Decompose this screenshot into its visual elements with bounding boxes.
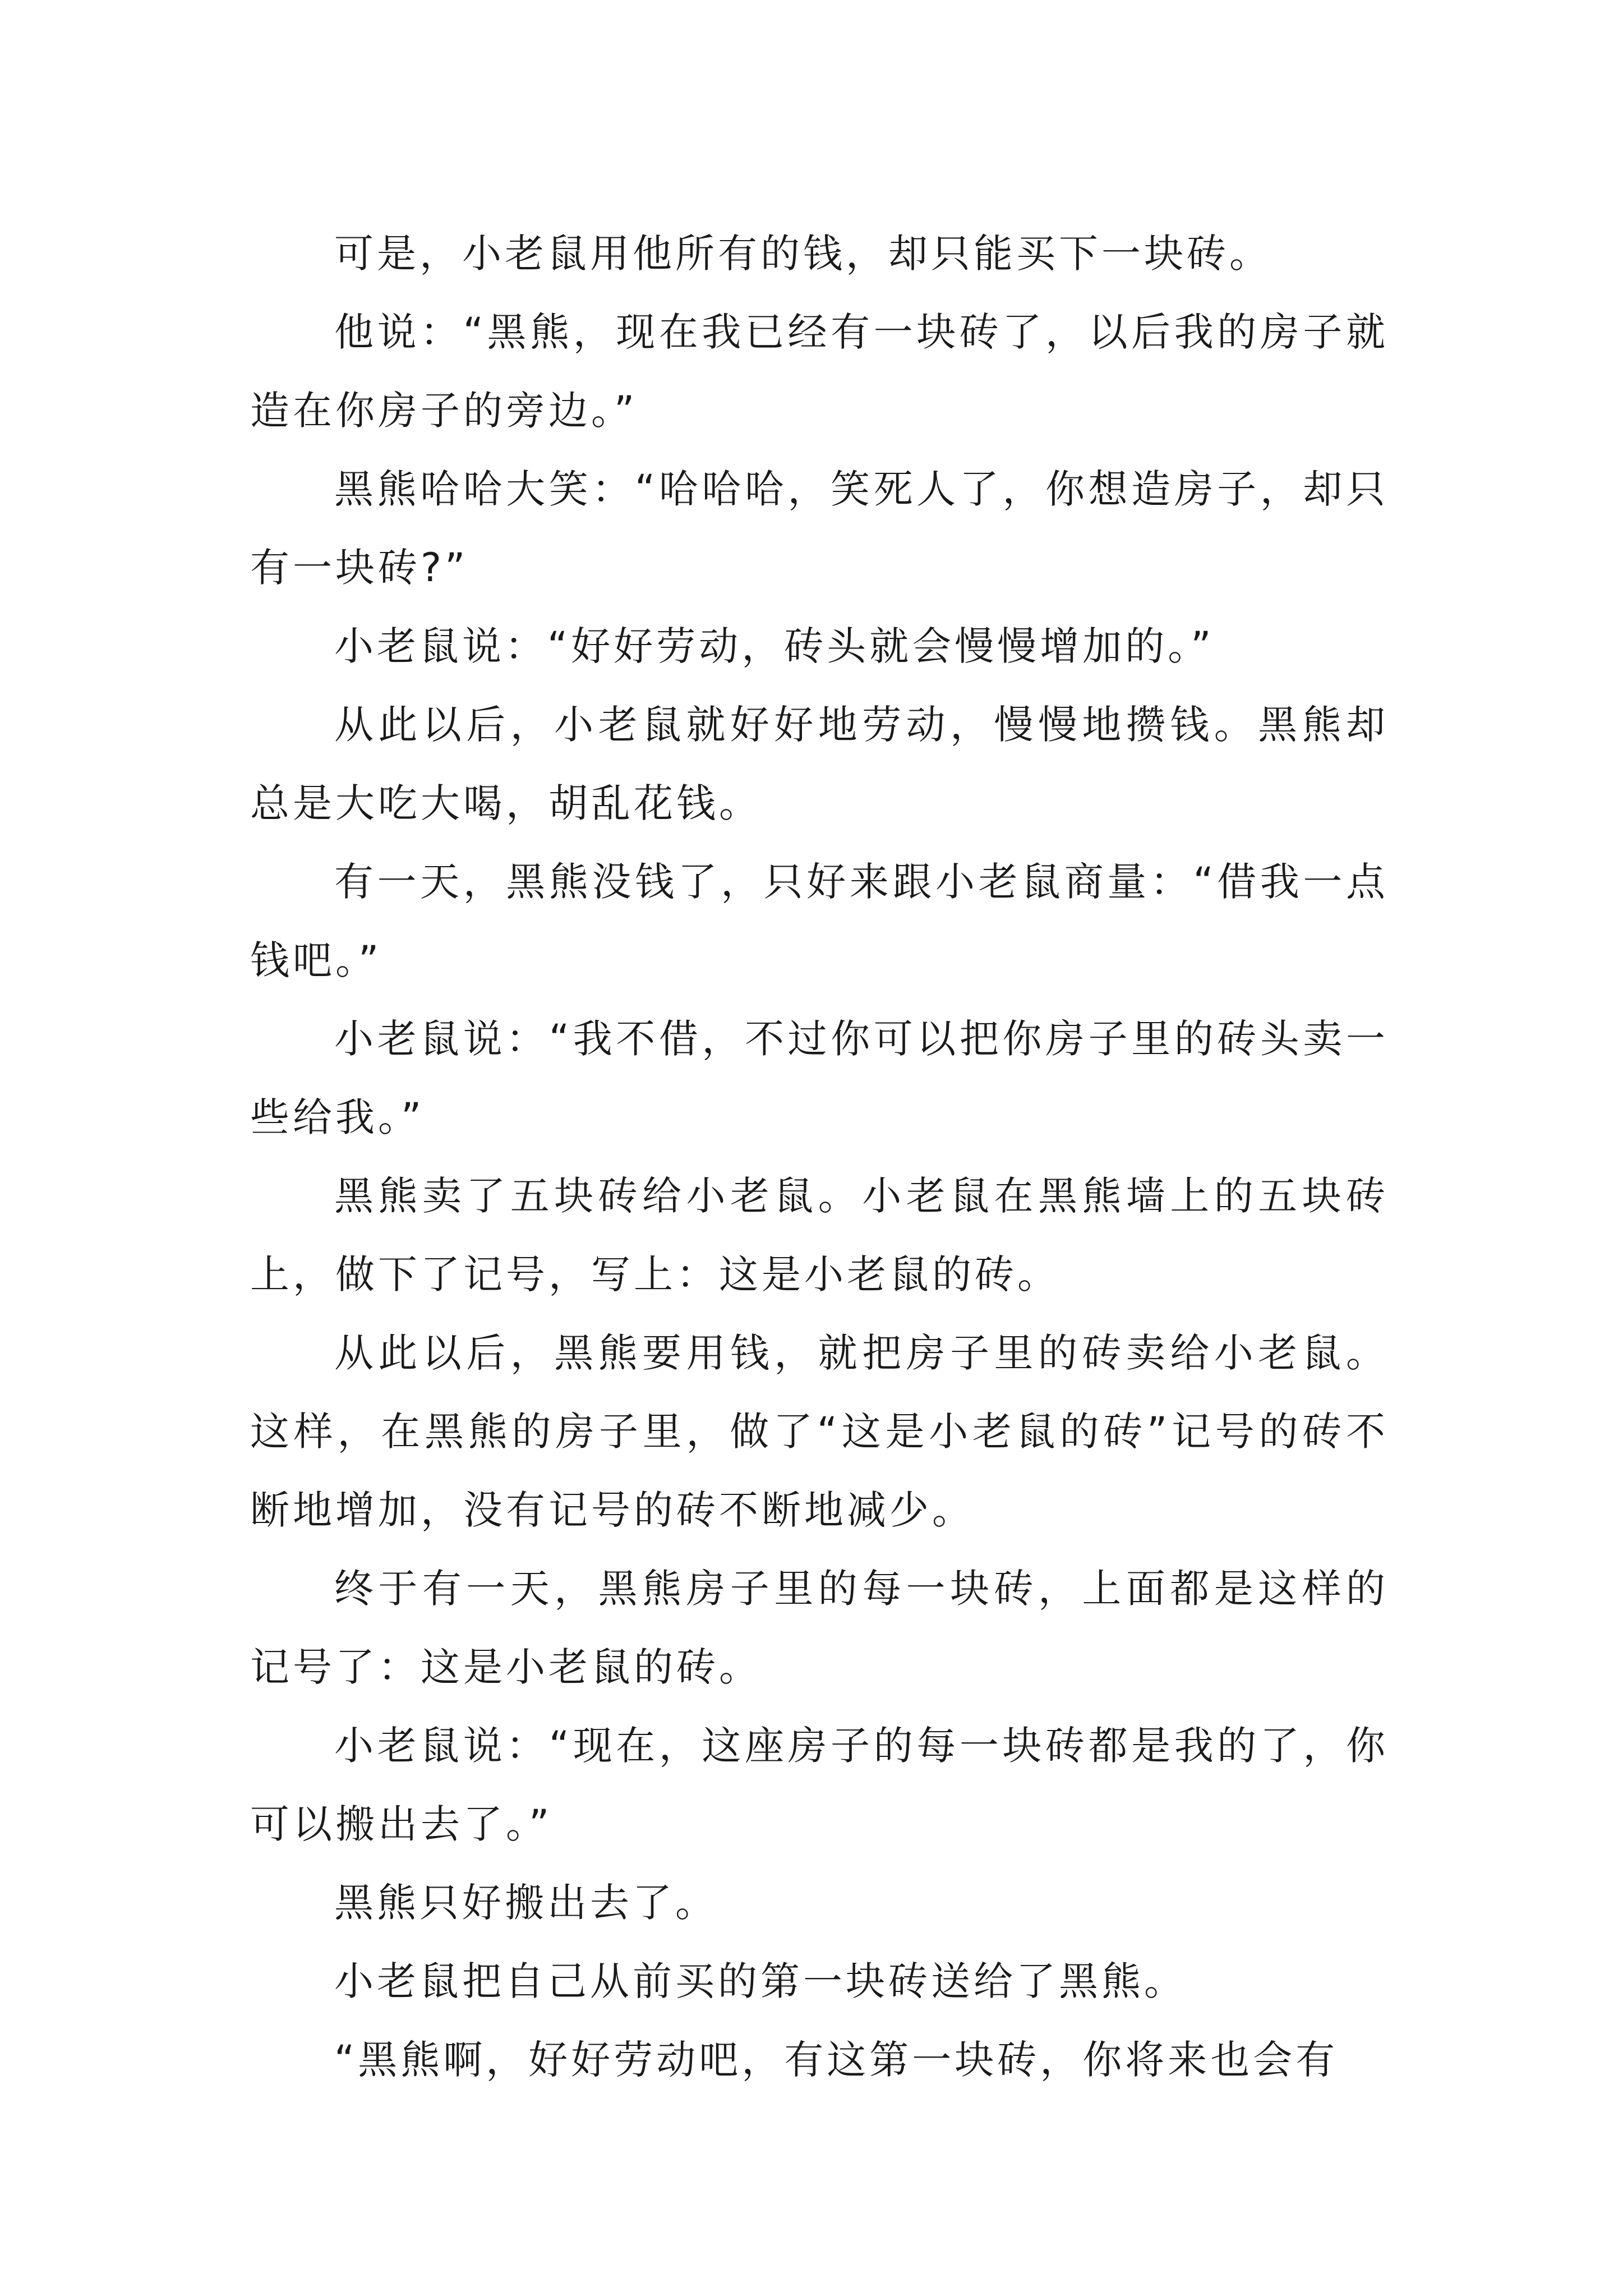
paragraph-6: 有一天，黑熊没钱了，只好来跟小老鼠商量：“借我一点钱吧。” [250, 859, 1389, 983]
paragraph-3: 黑熊哈哈大笑：“哈哈哈，笑死人了，你想造房子，却只有一块砖?” [250, 466, 1389, 591]
paragraph-11: 小老鼠说：“现在，这座房子的每一块砖都是我的了，你可以搬出去了。” [250, 1723, 1389, 1847]
paragraph-1: 可是，小老鼠用他所有的钱，却只能买下一块砖。 [334, 231, 1272, 277]
story-text [250, 214, 1389, 2099]
paragraph-4: 小老鼠说：“好好劳动，砖头就会慢慢增加的。” [334, 623, 1215, 669]
paragraph-2: 他说：“黑熊，现在我已经有一块砖了，以后我的房子就造在你房子的旁边。” [250, 309, 1389, 434]
paragraph-10: 终于有一天，黑熊房子里的每一块砖，上面都是这样的记号了：这是小老鼠的砖。 [250, 1566, 1389, 1690]
paragraph-8: 黑熊卖了五块砖给小老鼠。小老鼠在黑熊墙上的五块砖上，做下了记号，写上：这是小老鼠的砖。 [250, 1173, 1389, 1297]
paragraph-12: 黑熊只好搬出去了。 [334, 1880, 718, 1926]
paragraph-13: 小老鼠把自己从前买的第一块砖送给了黑熊。 [334, 1958, 1187, 2004]
paragraph-9: 从此以后，黑熊要用钱，就把房子里的砖卖给小老鼠。这样，在黑熊的房子里，做了“这是小老鼠的砖”记号的砖不断地增加，没有记号的砖不断地减少。 [250, 1330, 1389, 1533]
paragraph-14: “黑熊啊，好好劳动吧，有这第一块砖，你将来也会有 [334, 2037, 1339, 2083]
paragraph-5: 从此以后，小老鼠就好好地劳动，慢慢地攒钱。黑熊却总是大吃大喝，胡乱花钱。 [250, 702, 1389, 826]
paragraph-7: 小老鼠说：“我不借，不过你可以把你房子里的砖头卖一些给我。” [250, 1016, 1389, 1140]
